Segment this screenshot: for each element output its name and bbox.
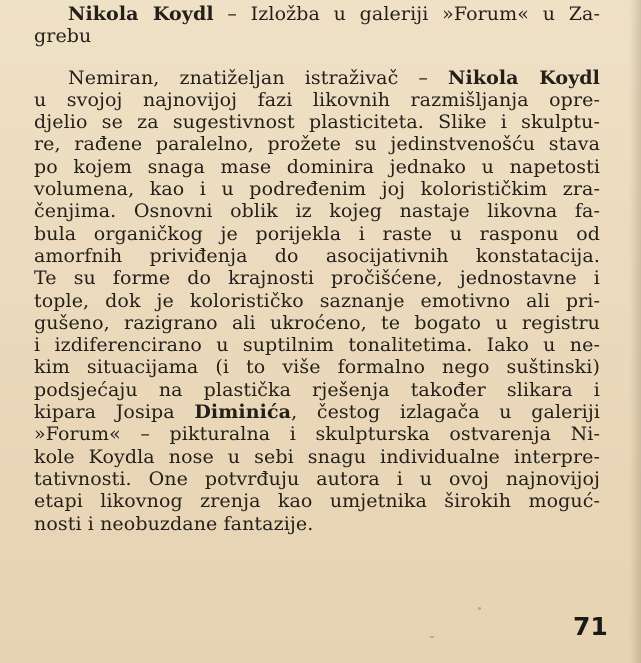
body-text: kipara Josipa xyxy=(34,401,195,424)
body-line xyxy=(34,67,600,89)
body-line: etapi likovnog zrenja kao umjetnika širokih moguć- xyxy=(34,490,600,513)
body-line: u svojoj najnovijoj fazi likovnih razmišljanja opre- xyxy=(34,88,600,111)
body-line: volumena, kao i u podređenim joj kolorističkim zra- xyxy=(34,178,600,201)
page-number: 71 xyxy=(573,612,608,641)
heading-title-cont: grebu xyxy=(34,25,92,48)
heading-line xyxy=(34,3,600,25)
body-line: kole Koydla nose u sebi snagu individualne interpre- xyxy=(34,445,600,468)
article-text xyxy=(34,3,600,535)
body-line: »Forum« – pikturalna i skulpturska ostvarenja Ni- xyxy=(34,423,600,446)
heading-line xyxy=(34,25,600,47)
paper-speck xyxy=(478,607,481,610)
body-artist-name: Diminića xyxy=(194,401,292,424)
paper-speck xyxy=(430,636,434,638)
body-line: po kojem snaga mase dominira jednako u napetosti xyxy=(34,155,600,178)
heading-author: Nikola Koydl xyxy=(68,3,214,25)
body-line: amorfnih priviđenja do asocijativnih konstatacija. xyxy=(34,244,600,267)
body-line: tativnosti. One potvrđuju autora i u ovoj najnovijoj xyxy=(34,467,600,490)
body-author-name: Nikola Koydl xyxy=(448,66,601,89)
body-line: nosti i neobuzdane fantazije. xyxy=(34,512,314,535)
body-text: , čestog izlagača u galeriji xyxy=(291,401,601,424)
body-line: podsjećaju na plastička rješenja također slikara i xyxy=(34,378,600,401)
body-text: Nemiran, znatiželjan istraživač – xyxy=(68,66,449,89)
body-line: kim situacijama (i to više formalno nego suštinski) xyxy=(34,356,600,379)
body-line: gušeno, razigrano ali ukroćeno, te bogato u registru xyxy=(34,311,600,334)
body-line: bula organičkog je porijekla i raste u rasponu od xyxy=(34,222,600,245)
body-line: čenjima. Osnovni oblik iz kojeg nastaje likovna fa- xyxy=(34,200,600,223)
body-line: i izdiferencirano u suptilnim tonalitetima. Iako u ne- xyxy=(34,334,600,357)
body-line: tople, dok je kolorističko saznanje emotivno ali pri- xyxy=(34,289,600,312)
page-edge-shadow xyxy=(629,0,641,663)
body-line: re, rađene paralelno, prožete su jedinstvenošću stava xyxy=(34,133,600,156)
paragraph-gap xyxy=(34,48,600,67)
heading-title: – Izložba u galeriji »Forum« u Za- xyxy=(213,3,600,25)
body-line: djelio se za sugestivnost plasticiteta. Slike i skulptu- xyxy=(34,111,600,134)
body-line xyxy=(34,401,600,423)
body-line: Te su forme do krajnosti pročišćene, jednostavne i xyxy=(34,267,600,290)
